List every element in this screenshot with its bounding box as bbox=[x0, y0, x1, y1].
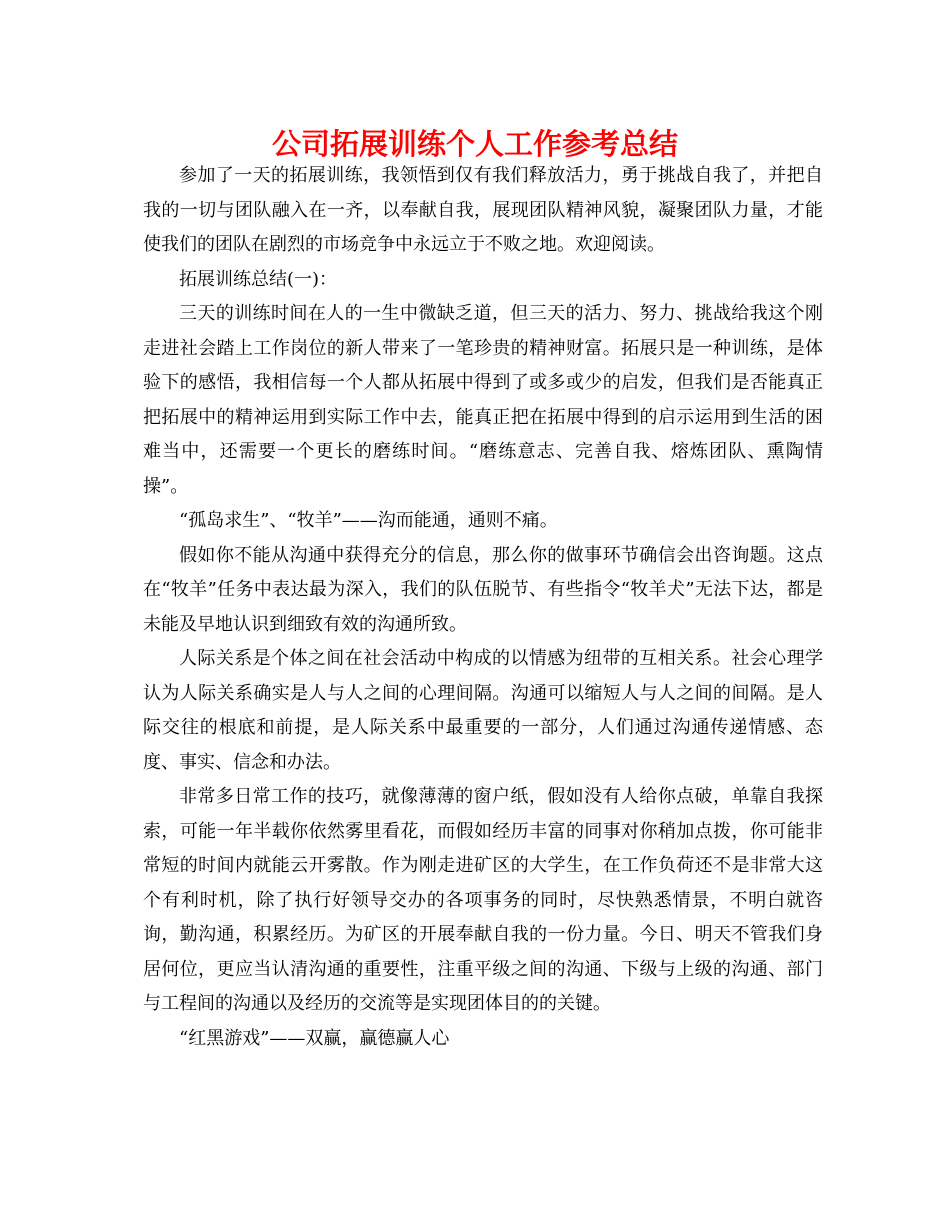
paragraph-training-reflection: 三天的训练时间在人的一生中微缺乏道，但三天的活力、努力、挑战给我这个刚走进社会踏上工作岗位的新人带来了一笔珍贵的精神财富。拓展只是一种训练，是体验下的感悟，我相信每一个人都从拓展中得到了或多或少的启发，但我们是否能真正把拓展中的精神运用到实际工作中去，能真正把在拓展中得到的启示运用到生活的困难当中，还需要一个更长的磨练时间。“磨练意志、完善自我、熔炼团队、熏陶情操”。 bbox=[143, 303, 823, 497]
document-body bbox=[143, 159, 823, 1056]
paragraph-subheading-island: “孤岛求生”、“牧羊”——沟而能通，通则不痛。 bbox=[179, 510, 558, 531]
paragraph-relationships: 人际关系是个体之间在社会活动中构成的以情感为纽带的互相关系。社会心理学认为人际关系确实是人与人之间的心理间隔。沟通可以缩短人与人之间的间隔。是人际交往的根底和前提，是人际关系中最重要的一部分，人们通过沟通传递情感、态度、事实、信念和办法。 bbox=[143, 648, 823, 773]
paragraph-intro: 参加了一天的拓展训练，我领悟到仅有我们释放活力，勇于挑战自我了，并把自我的一切与团队融入在一齐，以奉献自我，展现团队精神风貌，凝聚团队力量，才能使我们的团队在剧烈的市场竞争中永远立于不败之地。欢迎阅读。 bbox=[143, 165, 823, 255]
paragraph-communication: 假如你不能从沟通中获得充分的信息，那么你的做事环节确信会出咨询题。这点在“牧羊”任务中表达最为深入，我们的队伍脱节、有些指令“牧羊犬”无法下达，都是未能及早地认识到细致有效的沟通所致。 bbox=[143, 544, 823, 635]
paragraph-work-skills: 非常多日常工作的技巧，就像薄薄的窗户纸，假如没有人给你点破，单靠自我探索，可能一年半载你依然雾里看花，而假如经历丰富的同事对你稍加点拨，你可能非常短的时间内就能云开雾散。作为刚走进矿区的大学生，在工作负荷还不是非常大这个有利时机，除了执行好领导交办的各项事务的同时，尽快熟悉情景，不明白就咨询，勤沟通，积累经历。为矿区的开展奉献自我的一份力量。今日、明天不管我们身居何位，更应当认清沟通的重要性，注重平级之间的沟通、下级与上级的沟通、部门与工程间的沟通以及经历的交流等是实现团体目的的关键。 bbox=[143, 786, 823, 1014]
document-title: 公司拓展训练个人工作参考总结 bbox=[271, 127, 678, 161]
paragraph-subheading-redblack: “红黑游戏”——双赢，赢德赢人心 bbox=[179, 1027, 450, 1049]
paragraph-section-heading: 拓展训练总结(一)： bbox=[179, 268, 338, 290]
